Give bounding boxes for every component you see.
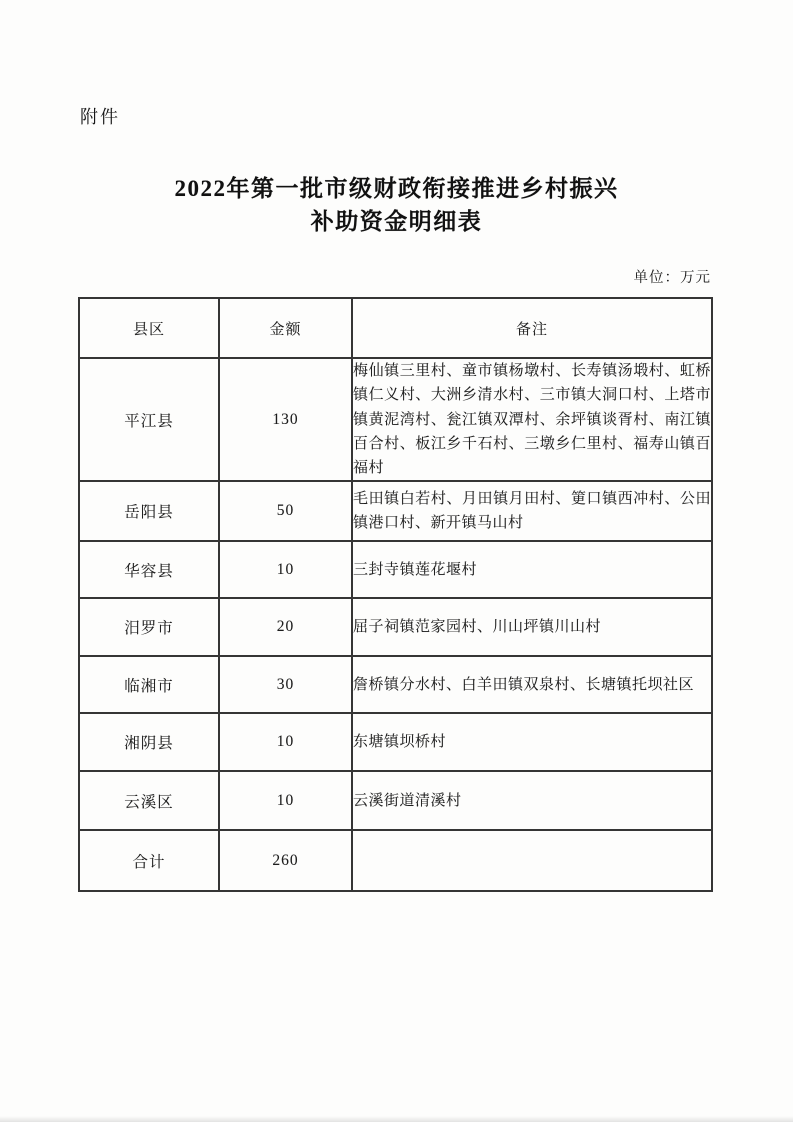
remark-cell: 云溪街道清溪村 bbox=[352, 771, 712, 830]
county-cell: 临湘市 bbox=[79, 656, 219, 713]
table-row bbox=[79, 358, 712, 481]
amount-cell: 30 bbox=[219, 656, 352, 713]
title-line-1: 2022年第一批市级财政衔接推进乡村振兴 bbox=[174, 176, 619, 201]
county-cell: 岳阳县 bbox=[79, 481, 219, 541]
county-cell: 汨罗市 bbox=[79, 598, 219, 656]
amount-cell: 10 bbox=[219, 541, 352, 598]
table-row bbox=[79, 713, 712, 771]
amount-cell: 10 bbox=[219, 771, 352, 830]
remark-cell: 屈子祠镇范家园村、川山坪镇川山村 bbox=[352, 598, 712, 656]
county-cell: 平江县 bbox=[79, 358, 219, 481]
remark-cell: 毛田镇白若村、月田镇月田村、筻口镇西冲村、公田镇港口村、新开镇马山村 bbox=[352, 481, 712, 541]
remark-cell: 三封寺镇莲花堰村 bbox=[352, 541, 712, 598]
table-row bbox=[79, 830, 712, 891]
amount-cell: 10 bbox=[219, 713, 352, 771]
county-cell: 合计 bbox=[79, 830, 219, 891]
column-header-amount: 金额 bbox=[219, 298, 352, 358]
table-header-row bbox=[79, 298, 712, 358]
column-header-county: 县区 bbox=[79, 298, 219, 358]
table-row bbox=[79, 656, 712, 713]
amount-cell: 260 bbox=[219, 830, 352, 891]
subsidy-detail-table bbox=[78, 297, 713, 892]
county-cell: 华容县 bbox=[79, 541, 219, 598]
scan-edge-artifact bbox=[0, 1116, 793, 1122]
unit-note: 单位：万元 bbox=[633, 270, 711, 286]
column-header-remark: 备注 bbox=[352, 298, 712, 358]
document-title bbox=[0, 172, 793, 238]
remark-cell bbox=[352, 830, 712, 891]
amount-cell: 130 bbox=[219, 358, 352, 481]
county-cell: 云溪区 bbox=[79, 771, 219, 830]
remark-cell: 东塘镇坝桥村 bbox=[352, 713, 712, 771]
table-row bbox=[79, 771, 712, 830]
remark-cell: 梅仙镇三里村、童市镇杨墩村、长寿镇汤塅村、虹桥镇仁义村、大洲乡清水村、三市镇大洞口村、上塔市镇黄泥湾村、瓮江镇双潭村、余坪镇谈胥村、南江镇百合村、板江乡千石村、三墩乡仁里村、福寿山镇百福村 bbox=[352, 358, 712, 481]
title-line-2: 补助资金明细表 bbox=[310, 209, 483, 234]
amount-cell: 20 bbox=[219, 598, 352, 656]
amount-cell: 50 bbox=[219, 481, 352, 541]
table-row bbox=[79, 598, 712, 656]
detail-table-body bbox=[79, 358, 712, 891]
table-row bbox=[79, 541, 712, 598]
attachment-label: 附件 bbox=[80, 107, 120, 127]
remark-cell: 詹桥镇分水村、白羊田镇双泉村、长塘镇托坝社区 bbox=[352, 656, 712, 713]
county-cell: 湘阴县 bbox=[79, 713, 219, 771]
table-row bbox=[79, 481, 712, 541]
